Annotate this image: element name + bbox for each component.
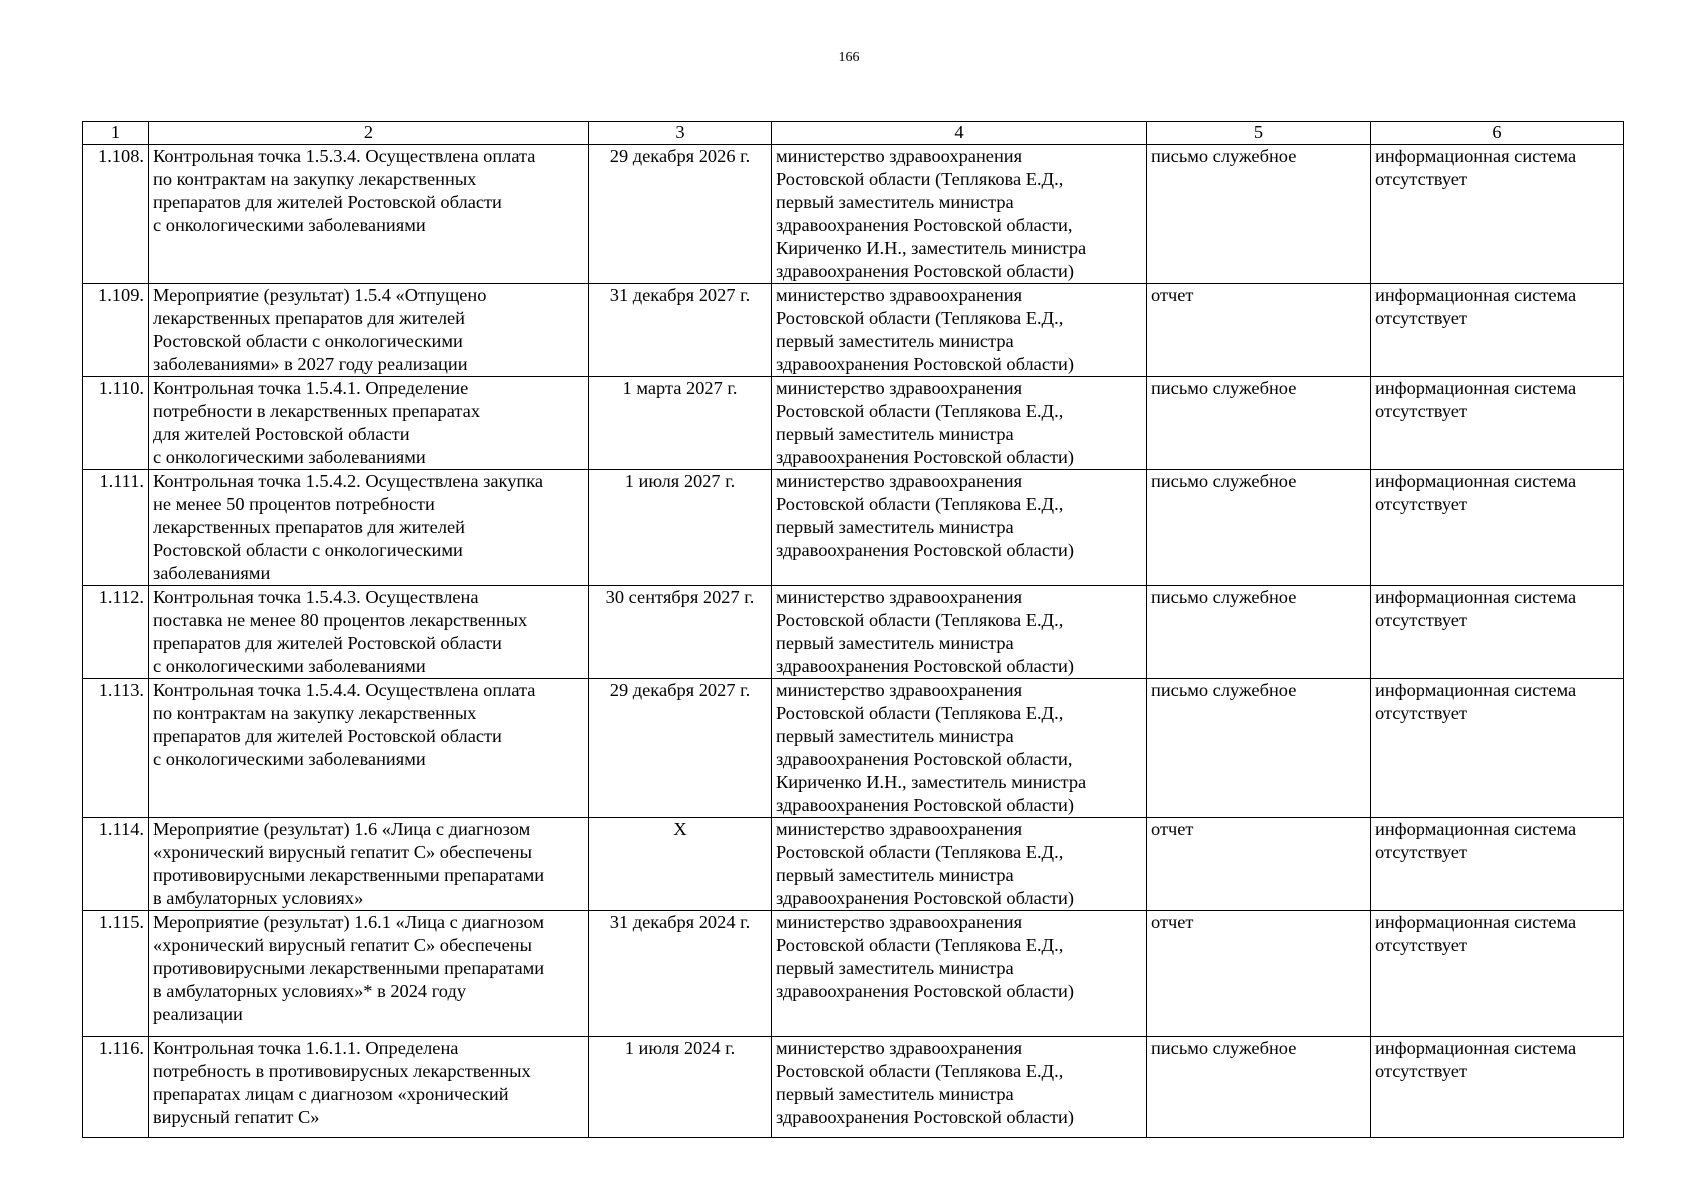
description-cell-line: противовирусными лекарственными препаратами [153,865,545,885]
responsible-cell-line: Кириченко И.Н., заместитель министра [776,238,1087,258]
description-cell-line: лекарственных препаратов для жителей [153,517,466,537]
info-system-cell-line: отсутствует [1375,610,1467,630]
row-number: 1.108. [83,145,149,284]
info-system-cell [1371,145,1624,284]
table-body [83,145,1624,1138]
description-cell-line: Мероприятие (результат) 1.5.4 «Отпущено [153,285,487,305]
responsible-cell-line: министерство здравоохранения [776,285,1023,305]
info-system-cell-line: информационная система [1375,146,1577,166]
info-system-cell-line: информационная система [1375,471,1577,491]
table-row [83,145,1624,284]
info-system-cell [1371,679,1624,818]
description-cell-line: препаратах лицам с диагнозом «хронический [153,1084,509,1104]
info-system-cell-line: отсутствует [1375,494,1467,514]
responsible-cell-line: Ростовской области (Теплякова Е.Д., [776,401,1064,421]
table-row [83,284,1624,377]
description-cell [149,470,589,586]
column-header: 5 [1147,122,1371,145]
document-type-cell: отчет [1147,818,1371,911]
table-row [83,911,1624,1037]
column-header: 4 [772,122,1147,145]
description-cell-line: не менее 50 процентов потребности [153,494,435,514]
responsible-cell-line: министерство здравоохранения [776,378,1023,398]
responsible-cell-line: министерство здравоохранения [776,587,1023,607]
responsible-cell-line: первый заместитель министра [776,1084,1014,1104]
responsible-cell-line: Ростовской области (Теплякова Е.Д., [776,308,1064,328]
responsible-cell-line: Кириченко И.Н., заместитель министра [776,772,1087,792]
responsible-cell [772,470,1147,586]
responsible-cell [772,145,1147,284]
deadline-cell: 29 декабря 2027 г. [589,679,772,818]
table-row [83,470,1624,586]
info-system-cell-line: отсутствует [1375,703,1467,723]
description-cell-line: потребность в противовирусных лекарственных [153,1061,531,1081]
responsible-cell-line: здравоохранения Ростовской области) [776,656,1074,676]
responsible-cell-line: здравоохранения Ростовской области) [776,981,1074,1001]
responsible-cell-line: министерство здравоохранения [776,819,1023,839]
info-system-cell [1371,377,1624,470]
responsible-cell-line: здравоохранения Ростовской области) [776,540,1074,560]
description-cell-line: поставка не менее 80 процентов лекарственных [153,610,528,630]
header-row [83,122,1624,145]
column-header: 1 [83,122,149,145]
document-type-cell: письмо служебное [1147,470,1371,586]
responsible-cell-line: министерство здравоохранения [776,680,1023,700]
description-cell-line: с онкологическими заболеваниями [153,749,426,769]
description-cell-line: препаратов для жителей Ростовской области [153,192,502,212]
document-type-cell: письмо служебное [1147,1037,1371,1138]
deadline-cell: 29 декабря 2026 г. [589,145,772,284]
table-row [83,586,1624,679]
description-cell-line: Контрольная точка 1.5.4.1. Определение [153,378,469,398]
row-number: 1.109. [83,284,149,377]
document-type-cell: письмо служебное [1147,679,1371,818]
document-type-cell: отчет [1147,911,1371,1037]
description-cell-line: лекарственных препаратов для жителей [153,308,466,328]
description-cell-line: по контрактам на закупку лекарственных [153,169,477,189]
document-type-cell: письмо служебное [1147,377,1371,470]
page-number: 166 [838,50,860,65]
responsible-cell-line: первый заместитель министра [776,192,1014,212]
measures-table [82,121,1624,1138]
responsible-cell-line: Ростовской области (Теплякова Е.Д., [776,1061,1064,1081]
row-number: 1.110. [83,377,149,470]
responsible-cell [772,284,1147,377]
description-cell-line: «хронический вирусный гепатит С» обеспечены [153,842,533,862]
description-cell-line: Контрольная точка 1.5.4.2. Осуществлена закупка [153,471,544,491]
responsible-cell [772,1037,1147,1138]
responsible-cell-line: первый заместитель министра [776,331,1014,351]
info-system-cell-line: отсутствует [1375,935,1467,955]
responsible-cell-line: первый заместитель министра [776,865,1014,885]
description-cell-line: с онкологическими заболеваниями [153,447,426,467]
description-cell-line: с онкологическими заболеваниями [153,656,426,676]
table-row [83,679,1624,818]
responsible-cell-line: здравоохранения Ростовской области) [776,1107,1074,1127]
table-row [83,818,1624,911]
description-cell-line: Контрольная точка 1.5.3.4. Осуществлена оплата [153,146,536,166]
info-system-cell-line: отсутствует [1375,842,1467,862]
row-number: 1.113. [83,679,149,818]
description-cell-line: препаратов для жителей Ростовской области [153,726,502,746]
description-cell-line: Контрольная точка 1.5.4.4. Осуществлена оплата [153,680,536,700]
responsible-cell [772,679,1147,818]
description-cell-line: Мероприятие (результат) 1.6 «Лица с диагнозом [153,819,531,839]
responsible-cell-line: первый заместитель министра [776,517,1014,537]
description-cell [149,818,589,911]
table-row [83,1037,1624,1138]
info-system-cell-line: отсутствует [1375,308,1467,328]
info-system-cell-line: информационная система [1375,1038,1577,1058]
description-cell-line: «хронический вирусный гепатит С» обеспечены [153,935,533,955]
description-cell-line: в амбулаторных условиях» [153,888,364,908]
deadline-cell: X [589,818,772,911]
responsible-cell-line: министерство здравоохранения [776,146,1023,166]
table-row [83,377,1624,470]
description-cell-line: для жителей Ростовской области [153,424,410,444]
column-header: 3 [589,122,772,145]
info-system-cell-line: информационная система [1375,285,1577,305]
info-system-cell-line: информационная система [1375,680,1577,700]
info-system-cell [1371,586,1624,679]
document-type-cell: отчет [1147,284,1371,377]
info-system-cell-line: информационная система [1375,378,1577,398]
description-cell [149,377,589,470]
description-cell-line: Ростовской области с онкологическими [153,331,463,351]
description-cell-line: в амбулаторных условиях»* в 2024 году [153,981,467,1001]
responsible-cell-line: первый заместитель министра [776,726,1014,746]
info-system-cell [1371,470,1624,586]
row-number: 1.111. [83,470,149,586]
responsible-cell [772,586,1147,679]
info-system-cell-line: отсутствует [1375,169,1467,189]
responsible-cell-line: министерство здравоохранения [776,912,1023,932]
info-system-cell-line: информационная система [1375,819,1577,839]
description-cell-line: с онкологическими заболеваниями [153,215,426,235]
responsible-cell-line: Ростовской области (Теплякова Е.Д., [776,610,1064,630]
row-number: 1.112. [83,586,149,679]
responsible-cell-line: первый заместитель министра [776,633,1014,653]
description-cell-line: заболеваниями [153,563,271,583]
info-system-cell [1371,284,1624,377]
description-cell-line: препаратов для жителей Ростовской области [153,633,502,653]
responsible-cell-line: Ростовской области (Теплякова Е.Д., [776,935,1064,955]
deadline-cell: 1 марта 2027 г. [589,377,772,470]
row-number: 1.114. [83,818,149,911]
description-cell [149,1037,589,1138]
info-system-cell [1371,818,1624,911]
description-cell-line: вирусный гепатит С» [153,1107,320,1127]
description-cell-line: Контрольная точка 1.6.1.1. Определена [153,1038,459,1058]
info-system-cell-line: информационная система [1375,587,1577,607]
document-type-cell: письмо служебное [1147,586,1371,679]
info-system-cell-line: отсутствует [1375,401,1467,421]
info-system-cell [1371,911,1624,1037]
responsible-cell-line: министерство здравоохранения [776,1038,1023,1058]
description-cell [149,586,589,679]
deadline-cell: 31 декабря 2024 г. [589,911,772,1037]
description-cell-line: Контрольная точка 1.5.4.3. Осуществлена [153,587,479,607]
responsible-cell-line: здравоохранения Ростовской области) [776,354,1074,374]
document-type-cell: письмо служебное [1147,145,1371,284]
row-number: 1.115. [83,911,149,1037]
responsible-cell [772,818,1147,911]
responsible-cell-line: здравоохранения Ростовской области) [776,888,1074,908]
info-system-cell [1371,1037,1624,1138]
description-cell [149,145,589,284]
responsible-cell-line: здравоохранения Ростовской области, [776,215,1073,235]
description-cell [149,679,589,818]
description-cell-line: реализации [153,1004,243,1024]
responsible-cell [772,377,1147,470]
column-header: 6 [1371,122,1624,145]
responsible-cell-line: здравоохранения Ростовской области, [776,749,1073,769]
description-cell-line: заболеваниями» в 2027 году реализации [153,354,468,374]
responsible-cell-line: Ростовской области (Теплякова Е.Д., [776,169,1064,189]
responsible-cell-line: Ростовской области (Теплякова Е.Д., [776,494,1064,514]
deadline-cell: 30 сентября 2027 г. [589,586,772,679]
description-cell [149,911,589,1037]
responsible-cell-line: здравоохранения Ростовской области) [776,447,1074,467]
deadline-cell: 1 июля 2024 г. [589,1037,772,1138]
row-number: 1.116. [83,1037,149,1138]
responsible-cell-line: здравоохранения Ростовской области) [776,261,1074,281]
responsible-cell-line: первый заместитель министра [776,958,1014,978]
deadline-cell: 1 июля 2027 г. [589,470,772,586]
description-cell [149,284,589,377]
responsible-cell-line: министерство здравоохранения [776,471,1023,491]
description-cell-line: Мероприятие (результат) 1.6.1 «Лица с диагнозом [153,912,545,932]
responsible-cell-line: Ростовской области (Теплякова Е.Д., [776,842,1064,862]
column-header: 2 [149,122,589,145]
description-cell-line: Ростовской области с онкологическими [153,540,463,560]
description-cell-line: противовирусными лекарственными препаратами [153,958,545,978]
deadline-cell: 31 декабря 2027 г. [589,284,772,377]
description-cell-line: по контрактам на закупку лекарственных [153,703,477,723]
info-system-cell-line: отсутствует [1375,1061,1467,1081]
responsible-cell-line: Ростовской области (Теплякова Е.Д., [776,703,1064,723]
responsible-cell-line: здравоохранения Ростовской области) [776,795,1074,815]
responsible-cell-line: первый заместитель министра [776,424,1014,444]
info-system-cell-line: информационная система [1375,912,1577,932]
responsible-cell [772,911,1147,1037]
description-cell-line: потребности в лекарственных препаратах [153,401,481,421]
